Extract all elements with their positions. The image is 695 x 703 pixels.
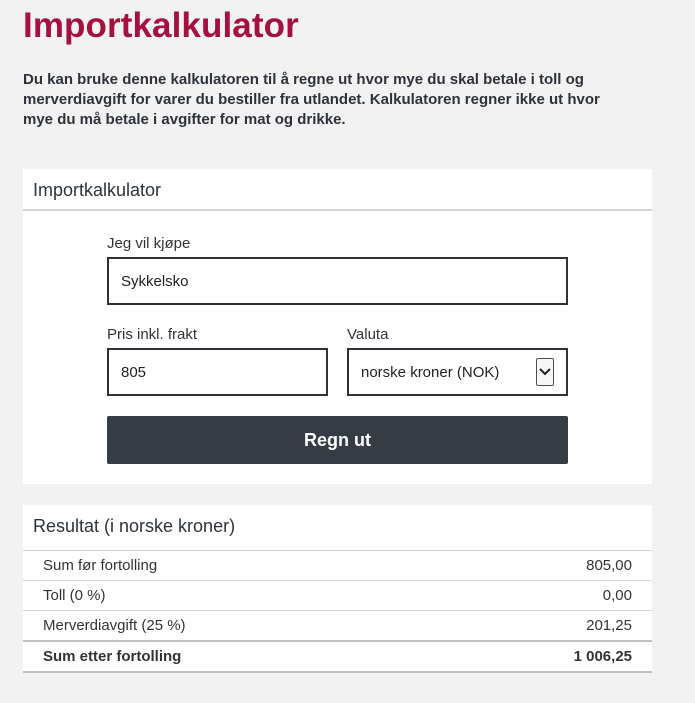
calculator-card xyxy=(23,169,652,484)
table-row xyxy=(23,551,652,581)
row-value: 201,25 xyxy=(447,611,652,642)
chevron-down-icon[interactable] xyxy=(536,358,554,386)
item-label: Jeg vil kjøpe xyxy=(107,235,191,252)
currency-select[interactable] xyxy=(347,348,568,396)
intro-text: Du kan bruke denne kalkulatoren til å regne ut hvor mye du skal betale i toll og merverdiavgift for varer du bestiller fra utlandet. Kalkulatoren regner ikke ut hvor mye du må betale i avgifter for mat og drikke. xyxy=(23,71,600,128)
row-label: Sum før fortolling xyxy=(23,551,447,581)
price-label: Pris inkl. frakt xyxy=(107,326,198,343)
calculator-header: Importkalkulator xyxy=(23,169,652,211)
row-label: Sum etter fortolling xyxy=(23,641,447,672)
row-value: 0,00 xyxy=(447,581,652,611)
table-row xyxy=(23,611,652,642)
currency-label: Valuta xyxy=(347,326,389,343)
item-input[interactable] xyxy=(107,257,568,305)
result-table xyxy=(23,551,652,673)
table-row-total xyxy=(23,641,652,672)
page-title: Importkalkulator xyxy=(23,6,299,45)
row-value: 1 006,25 xyxy=(447,641,652,672)
row-label: Toll (0 %) xyxy=(23,581,447,611)
row-label: Merverdiavgift (25 %) xyxy=(23,611,447,642)
row-value: 805,00 xyxy=(447,551,652,581)
calculate-button[interactable]: Regn ut xyxy=(107,416,568,464)
table-row xyxy=(23,581,652,611)
result-header: Resultat (i norske kroner) xyxy=(23,505,652,551)
price-input[interactable] xyxy=(107,348,328,396)
result-card xyxy=(23,505,652,672)
currency-selected-value: norske kroner (NOK) xyxy=(361,363,500,381)
